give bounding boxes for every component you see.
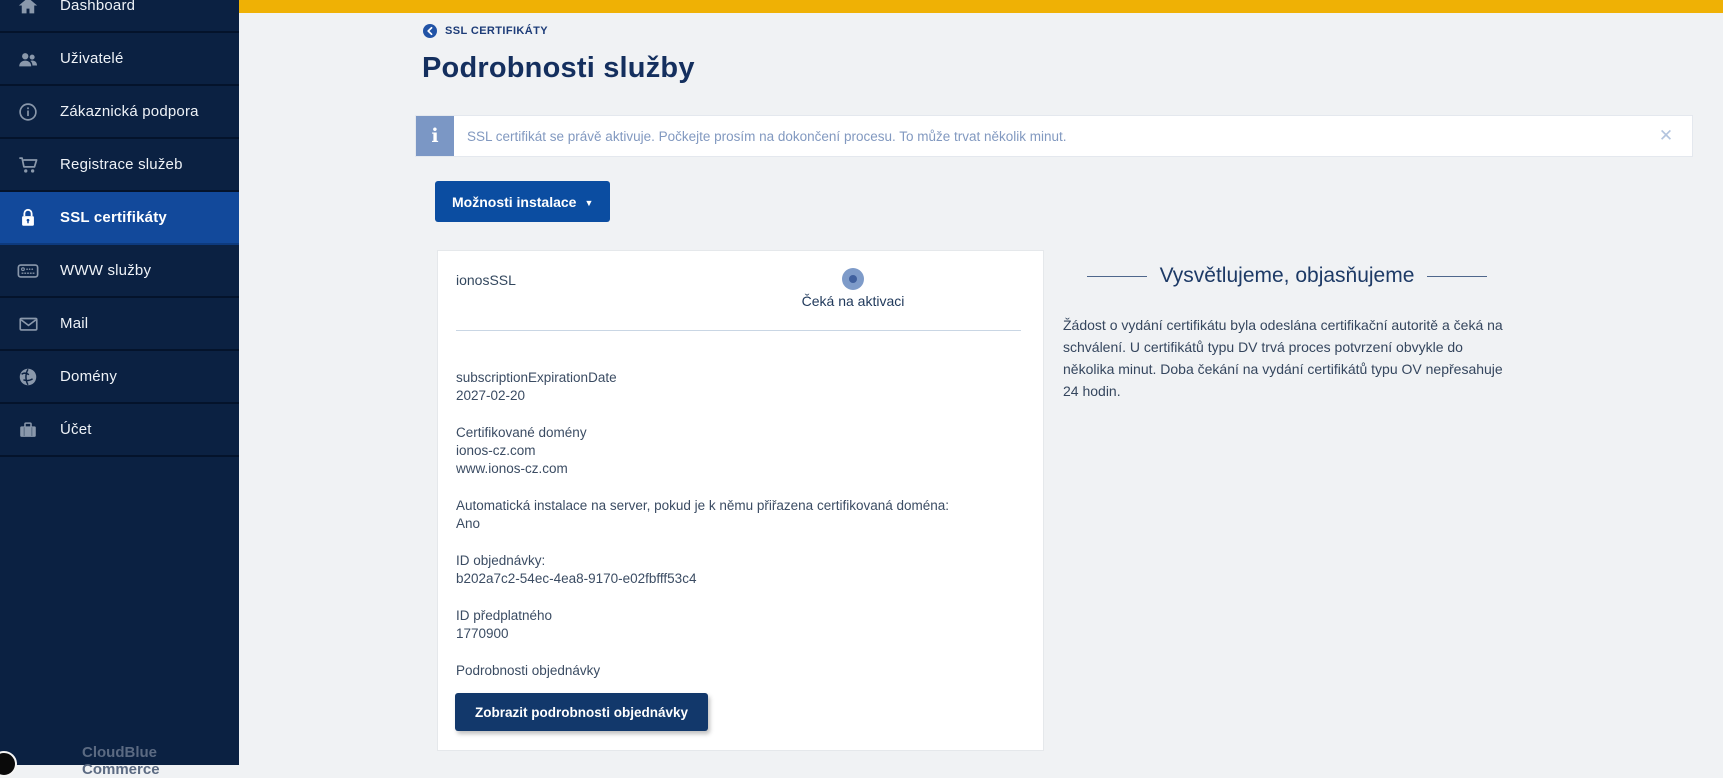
field-expiration — [456, 369, 1016, 405]
sidebar-item-label: Zákaznická podpora — [60, 103, 199, 120]
install-options-button[interactable] — [435, 181, 610, 222]
field-label: ID objednávky: — [456, 553, 546, 568]
card-divider — [456, 330, 1021, 331]
page-title: Podrobnosti služby — [422, 52, 695, 84]
top-accent-bar — [239, 0, 1723, 13]
users-icon — [13, 48, 43, 70]
sidebar-item-label: Uživatelé — [60, 50, 124, 67]
info-icon — [13, 101, 43, 123]
field-label: Automatická instalace na server, pokud je k němu přiřazena certifikovaná doména: — [456, 498, 950, 513]
sidebar-item-www-sluzby[interactable] — [0, 245, 239, 298]
field-value: Ano — [456, 516, 481, 531]
server-icon — [13, 260, 43, 282]
info-icon: i — [416, 116, 454, 156]
sidebar-item-label: Mail — [60, 315, 89, 332]
status-label: Čeká na aktivaci — [801, 293, 905, 309]
sidebar-item-label: Účet — [60, 421, 92, 438]
sidebar-item-podpora[interactable] — [0, 86, 239, 139]
back-arrow-icon — [423, 24, 437, 38]
field-label: subscriptionExpirationDate — [456, 370, 617, 385]
explanation-heading-text: Vysvětlujeme, objasňujeme — [1159, 264, 1415, 287]
info-banner — [415, 115, 1693, 157]
sidebar-item-registrace[interactable] — [0, 139, 239, 192]
heading-rule-right — [1427, 276, 1487, 277]
show-order-details-button[interactable]: Zobrazit podrobnosti objednávky — [455, 693, 708, 731]
cloudblue-logo: CloudBlue Commerce — [82, 744, 160, 778]
sidebar — [0, 0, 239, 778]
service-name: ionosSSL — [456, 272, 516, 288]
breadcrumb[interactable] — [423, 24, 548, 38]
service-fields — [456, 369, 1016, 699]
sidebar-item-label: Registrace služeb — [60, 156, 183, 173]
briefcase-icon — [13, 419, 43, 441]
pending-status-icon — [842, 268, 864, 290]
breadcrumb-label: SSL CERTIFIKÁTY — [445, 25, 548, 37]
sidebar-nav — [0, 0, 239, 457]
field-value: 1770900 — [456, 626, 509, 641]
caret-down-icon: ▼ — [584, 197, 594, 208]
service-detail-card — [437, 250, 1044, 751]
field-certified-domains — [456, 424, 1016, 478]
field-value: 2027-02-20 — [456, 388, 526, 403]
sidebar-item-label: SSL certifikáty — [60, 209, 167, 226]
home-icon — [13, 0, 43, 17]
field-label: Podrobnosti objednávky — [456, 663, 601, 678]
corner-widget-icon[interactable] — [0, 751, 17, 777]
explanation-heading — [1063, 264, 1511, 288]
field-value: ionos-cz.com — [456, 443, 536, 458]
sidebar-item-ucet[interactable] — [0, 404, 239, 457]
banner-message: SSL certifikát se právě aktivuje. Počkejte prosím na dokončení procesu. To může trvat několik minut. — [467, 128, 1067, 144]
status-badge — [773, 268, 933, 309]
sidebar-item-mail[interactable] — [0, 298, 239, 351]
field-subscription-id — [456, 607, 1016, 643]
sidebar-item-label: Dashboard — [60, 0, 136, 14]
sidebar-item-label: WWW služby — [60, 262, 152, 279]
heading-rule-left — [1087, 276, 1147, 277]
field-order-details — [456, 662, 1016, 680]
sidebar-item-uzivatele[interactable] — [0, 33, 239, 86]
field-order-id — [456, 552, 1016, 588]
explanation-panel — [1063, 264, 1511, 402]
field-value: b202a7c2-54ec-4ea8-9170-e02fbfff53c4 — [456, 571, 697, 586]
sidebar-item-ssl-certifikaty[interactable] — [0, 192, 239, 245]
field-auto-install — [456, 497, 1016, 533]
cart-icon — [13, 154, 43, 176]
field-label: ID předplatného — [456, 608, 553, 623]
lock-icon — [13, 207, 43, 229]
explanation-body: Žádost o vydání certifikátu byla odeslána certifikační autoritě a čeká na schválení. U certifikátů typu DV trvá proces potvrzení obvykle do několika minut. Doba čekání na vydání certifikátů typu OV nepřesahuje 24 hodin. — [1063, 317, 1503, 399]
field-value: www.ionos-cz.com — [456, 461, 568, 476]
field-label: Certifikované domény — [456, 425, 587, 440]
mail-icon — [13, 313, 43, 335]
install-options-label: Možnosti instalace — [452, 193, 577, 210]
sidebar-item-label: Domény — [60, 368, 118, 385]
sidebar-item-dashboard[interactable] — [0, 0, 239, 33]
sidebar-item-domeny[interactable] — [0, 351, 239, 404]
close-icon[interactable]: ✕ — [1658, 126, 1674, 145]
globe-icon — [13, 366, 43, 388]
